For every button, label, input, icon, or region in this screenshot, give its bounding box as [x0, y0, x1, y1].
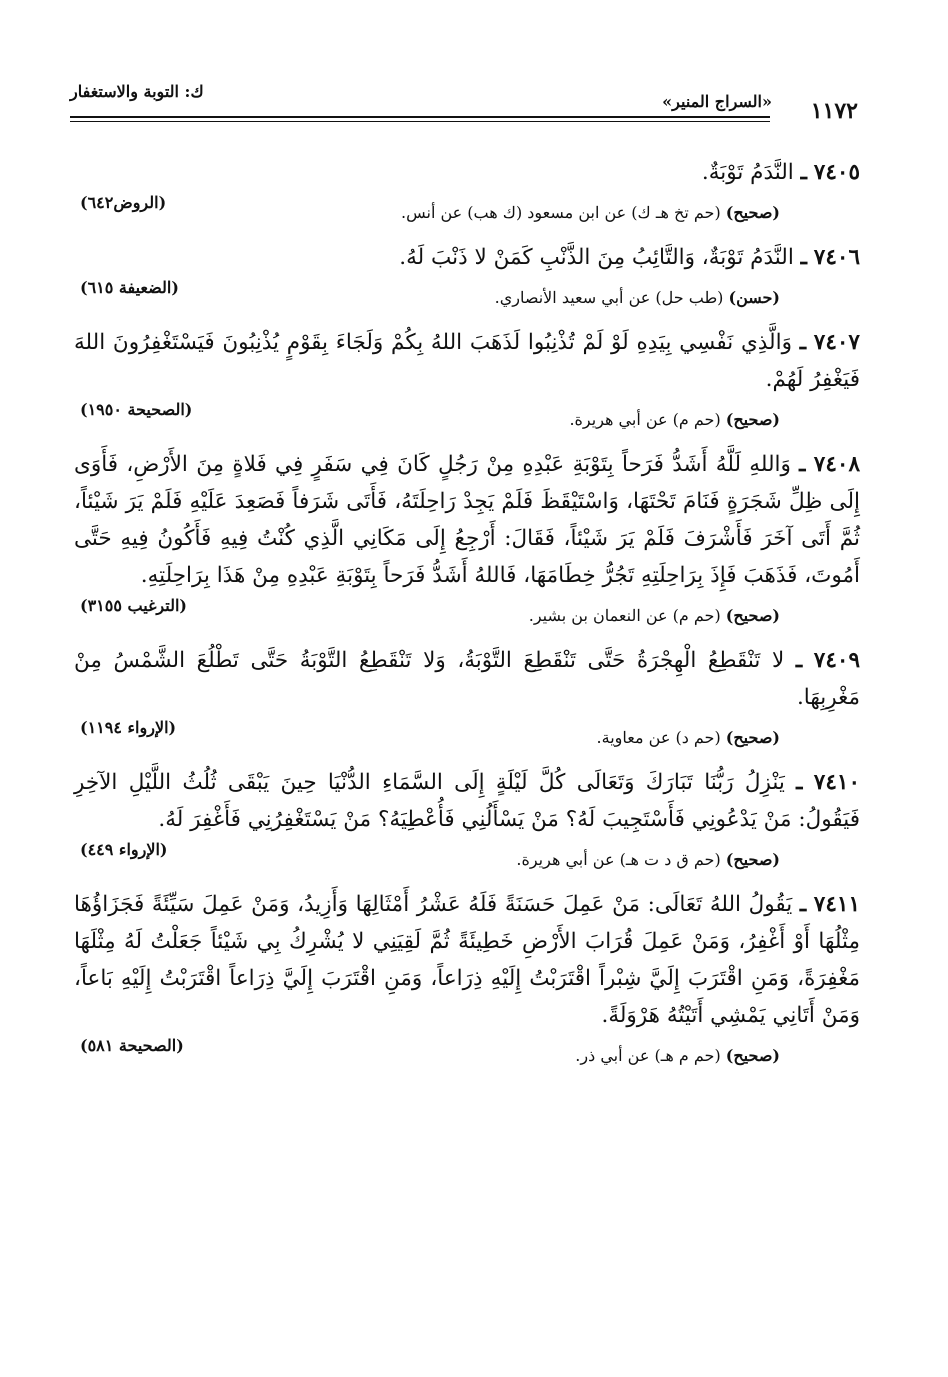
hadith-entry: ٧٤٠٧ ـ وَالَّذِي نَفْسِي بِيَدِهِ لَوْ لَمْ تُذْنِبُوا لَذَهَبَ اللهُ بِكُمْ وَلَجَاءَ بِقَوْمٍ يُذْنِبُونَ فَيَسْتَغْفِرُونَ اللهَ فَيَغْفِرُ لَهُمْ. (صحيح) (حم م) عن أبي هريرة. (الصحيحة ١٩٥٠) — [70, 324, 860, 434]
chapter-title: ك: التوبة والاستغفار — [70, 82, 204, 101]
hadith-source: (حم م هـ) عن أبي ذر. — [575, 1046, 721, 1065]
hadith-number: ٧٤١٠ — [813, 770, 860, 795]
book-page — [70, 70, 860, 1082]
hadith-number: ٧٤٠٦ — [813, 245, 860, 270]
hadith-source: (حم م) عن النعمان بن بشير. — [528, 606, 721, 625]
header-rule-thick — [70, 116, 770, 118]
hadith-grade: (صحيح) — [725, 606, 780, 625]
hadith-source: (حم م) عن أبي هريرة. — [569, 410, 721, 429]
page-number: ١١٧٢ — [810, 98, 858, 124]
hadith-reference: (الترغيب ٣١٥٥) — [80, 596, 187, 615]
hadith-number: ٧٤١١ — [813, 892, 860, 917]
hadith-text: النَّدَمُ تَوْبَةٌ، وَالتَّائِبُ مِنَ الذَّنْبِ كَمَنْ لا ذَنْبَ لَهُ. — [399, 245, 794, 270]
hadith-text: النَّدَمُ تَوْبَةٌ. — [701, 160, 794, 185]
hadith-text: وَاللهِ لَلَّهُ أَشَدُّ فَرَحاً بِتَوْبَةِ عَبْدِهِ مِنْ رَجُلٍ كَانَ فِي سَفَرٍ فِي فَلاةٍ مِنَ الأَرْضِ، فَأَوَى إِلَى ظِلِّ شَجَرَةٍ فَنَامَ تَحْتَهَا، وَاسْتَيْقَظَ فَلَمْ يَجِدْ رَاحِلَتَهُ، فَأَتَى شَرَفاً فَصَعِدَ عَلَيْهِ فَلَمْ يَرَ شَيْئاً، ثُمَّ أَتَى آخَرَ فَأَشْرَفَ فَلَمْ يَرَ شَيْئاً، فَقَالَ: أَرْجِعُ إِلَى مَكَانِي الَّذِي كُنْتُ فِيهِ فَأَكُونُ فِيهِ حَتَّى أَمُوتَ، فَذَهَبَ فَإِذَ بِرَاحِلَتِهِ تَجُرُّ خِطَامَهَا، فَاللهُ أَشَدُّ فَرَحاً بِتَوْبَةِ عَبْدِهِ مِنْ هَذَا بِرَاحِلَتِهِ. — [74, 452, 860, 588]
hadith-list — [70, 154, 860, 1070]
hadith-source: (حم ق د ت هـ) عن أبي هريرة. — [516, 850, 721, 869]
hadith-reference: (الإرواء ١١٩٤) — [80, 718, 177, 737]
hadith-reference: (الصحيحة ٥٨١) — [80, 1036, 184, 1055]
hadith-entry: ٧٤٠٦ ـ النَّدَمُ تَوْبَةٌ، وَالتَّائِبُ مِنَ الذَّنْبِ كَمَنْ لا ذَنْبَ لَهُ. (حسن) (طب حل) عن أبي سعيد الأنصاري. (الضعيفة ٦١٥) — [70, 239, 860, 312]
hadith-source-line — [70, 191, 860, 227]
hadith-entry: ٧٤٠٥ ـ النَّدَمُ تَوْبَةٌ. (صحيح) (حم تخ هـ ك) عن ابن مسعود (ك هب) عن أنس. (الروض٦٤٢) — [70, 154, 860, 227]
hadith-number: ٧٤٠٧ — [813, 330, 860, 355]
header-rule-thin — [70, 121, 770, 122]
hadith-text: يَنْزِلُ رَبُّنَا تَبَارَكَ وَتَعَالَى كُلَّ لَيْلَةٍ إِلَى السَّمَاءِ الدُّنْيَا حِينَ يَبْقَى ثُلُثُ اللَّيْلِ الآخِرِ فَيَقُولُ: مَنْ يَدْعُونِي فَأَسْتَجِيبَ لَهُ؟ مَنْ يَسْأَلُنِي فَأُعْطِيَهُ؟ مَنْ يَسْتَغْفِرُنِي فَأَغْفِرَ لَهُ. — [74, 770, 860, 832]
book-title: «السراج المنير» — [662, 92, 772, 111]
hadith-reference: (الضعيفة ٦١٥) — [80, 278, 179, 297]
hadith-source: (طب حل) عن أبي سعيد الأنصاري. — [494, 288, 724, 307]
hadith-source-line — [70, 276, 860, 312]
hadith-text: وَالَّذِي نَفْسِي بِيَدِهِ لَوْ لَمْ تُذْنِبُوا لَذَهَبَ اللهُ بِكُمْ وَلَجَاءَ بِقَوْمٍ يُذْنِبُونَ فَيَسْتَغْفِرُونَ اللهَ فَيَغْفِرُ لَهُمْ. — [74, 330, 860, 392]
hadith-grade: (صحيح) — [725, 850, 780, 869]
hadith-grade: (صحيح) — [725, 410, 780, 429]
hadith-source-line — [70, 716, 860, 752]
hadith-entry: ٧٤٠٩ ـ لا تَنْقَطِعُ الْهِجْرَةُ حَتَّى تَنْقَطِعَ التَّوْبَةُ، وَلا تَنْقَطِعُ التَّوْبَةُ حَتَّى تَطْلُعَ الشَّمْسُ مِنْ مَغْرِبِهَا. (صحيح) (حم د) عن معاوية. (الإرواء ١١٩٤) — [70, 642, 860, 752]
hadith-source: (حم د) عن معاوية. — [596, 728, 721, 747]
hadith-entry: ٧٤٠٨ ـ وَاللهِ لَلَّهُ أَشَدُّ فَرَحاً بِتَوْبَةِ عَبْدِهِ مِنْ رَجُلٍ كَانَ فِي سَفَرٍ فِي فَلاةٍ مِنَ الأَرْضِ، فَأَوَى إِلَى ظِلِّ شَجَرَةٍ فَنَامَ تَحْتَهَا، وَاسْتَيْقَظَ فَلَمْ يَجِدْ رَاحِلَتَهُ، فَأَتَى شَرَفاً فَصَعِدَ عَلَيْهِ فَلَمْ يَرَ شَيْئاً، ثُمَّ أَتَى آخَرَ فَأَشْرَفَ فَلَمْ يَرَ شَيْئاً، فَقَالَ: أَرْجِعُ إِلَى مَكَانِي الَّذِي كُنْتُ فِيهِ فَأَكُونُ فِيهِ حَتَّى أَمُوتَ، فَذَهَبَ فَإِذَ بِرَاحِلَتِهِ تَجُرُّ خِطَامَهَا، فَاللهُ أَشَدُّ فَرَحاً بِتَوْبَةِ عَبْدِهِ مِنْ هَذَا بِرَاحِلَتِهِ. (صحيح) (حم م) عن النعمان بن بشير. (الترغيب ٣١٥٥) — [70, 446, 860, 630]
hadith-reference: (الإرواء ٤٤٩) — [80, 840, 168, 859]
hadith-grade: (صحيح) — [725, 203, 780, 222]
hadith-number: ٧٤٠٩ — [813, 648, 860, 673]
hadith-number: ٧٤٠٥ — [813, 160, 860, 185]
hadith-text: يَقُولُ اللهُ تَعَالَى: مَنْ عَمِلَ حَسَنَةً فَلَهُ عَشْرُ أَمْثَالِهَا وَأَزِيدُ، وَمَنْ عَمِلَ سَيِّئَةً فَجَزَاؤُهَا مِثْلُهَا أَوْ أَغْفِرُ، وَمَنْ عَمِلَ قُرَابَ الأَرْضِ خَطِيئَةً ثُمَّ لَقِيَنِي لا يُشْرِكُ بِي شَيْئاً جَعَلْتُ لَهُ مِثْلَهَا مَغْفِرَةً، وَمَنِ اقْتَرَبَ إِلَيَّ شِبْراً اقْتَرَبْتُ إِلَيْهِ ذِرَاعاً، وَمَنِ اقْتَرَبَ إِلَيَّ ذِرَاعاً اقْتَرَبْتُ إِلَيْهِ بَاعاً، وَمَنْ أَتَانِي يَمْشِي أَتَيْتُهُ هَرْوَلَةً. — [74, 892, 860, 1028]
hadith-source-line — [70, 1034, 860, 1070]
hadith-reference: (الصحيحة ١٩٥٠) — [80, 400, 193, 419]
hadith-entry: ٧٤١٠ ـ يَنْزِلُ رَبُّنَا تَبَارَكَ وَتَعَالَى كُلَّ لَيْلَةٍ إِلَى السَّمَاءِ الدُّنْيَا حِينَ يَبْقَى ثُلُثُ اللَّيْلِ الآخِرِ فَيَقُولُ: مَنْ يَدْعُونِي فَأَسْتَجِيبَ لَهُ؟ مَنْ يَسْأَلُنِي فَأُعْطِيَهُ؟ مَنْ يَسْتَغْفِرُنِي فَأَغْفِرَ لَهُ. (صحيح) (حم ق د ت هـ) عن أبي هريرة. (الإرواء ٤٤٩) — [70, 764, 860, 874]
hadith-number: ٧٤٠٨ — [813, 452, 860, 477]
hadith-text: لا تَنْقَطِعُ الْهِجْرَةُ حَتَّى تَنْقَطِعَ التَّوْبَةُ، وَلا تَنْقَطِعُ التَّوْبَةُ حَتَّى تَطْلُعَ الشَّمْسُ مِنْ مَغْرِبِهَا. — [74, 648, 860, 710]
hadith-source-line — [70, 594, 860, 630]
hadith-grade: (صحيح) — [725, 1046, 780, 1065]
hadith-entry: ٧٤١١ ـ يَقُولُ اللهُ تَعَالَى: مَنْ عَمِلَ حَسَنَةً فَلَهُ عَشْرُ أَمْثَالِهَا وَأَزِيدُ، وَمَنْ عَمِلَ سَيِّئَةً فَجَزَاؤُهَا مِثْلُهَا أَوْ أَغْفِرُ، وَمَنْ عَمِلَ قُرَابَ الأَرْضِ خَطِيئَةً ثُمَّ لَقِيَنِي لا يُشْرِكُ بِي شَيْئاً جَعَلْتُ لَهُ مِثْلَهَا مَغْفِرَةً، وَمَنِ اقْتَرَبَ إِلَيَّ شِبْراً اقْتَرَبْتُ إِلَيْهِ ذِرَاعاً، وَمَنِ اقْتَرَبَ إِلَيَّ ذِرَاعاً اقْتَرَبْتُ إِلَيْهِ بَاعاً، وَمَنْ أَتَانِي يَمْشِي أَتَيْتُهُ هَرْوَلَةً. (صحيح) (حم م هـ) عن أبي ذر. (الصحيحة ٥٨١) — [70, 886, 860, 1070]
hadith-source: (حم تخ هـ ك) عن ابن مسعود (ك هب) عن أنس. — [401, 203, 721, 222]
hadith-source-line — [70, 398, 860, 434]
hadith-source-line — [70, 838, 860, 874]
hadith-reference: (الروض٦٤٢) — [80, 193, 167, 212]
hadith-grade: (حسن) — [728, 288, 780, 307]
hadith-grade: (صحيح) — [725, 728, 780, 747]
page-header — [70, 70, 860, 124]
